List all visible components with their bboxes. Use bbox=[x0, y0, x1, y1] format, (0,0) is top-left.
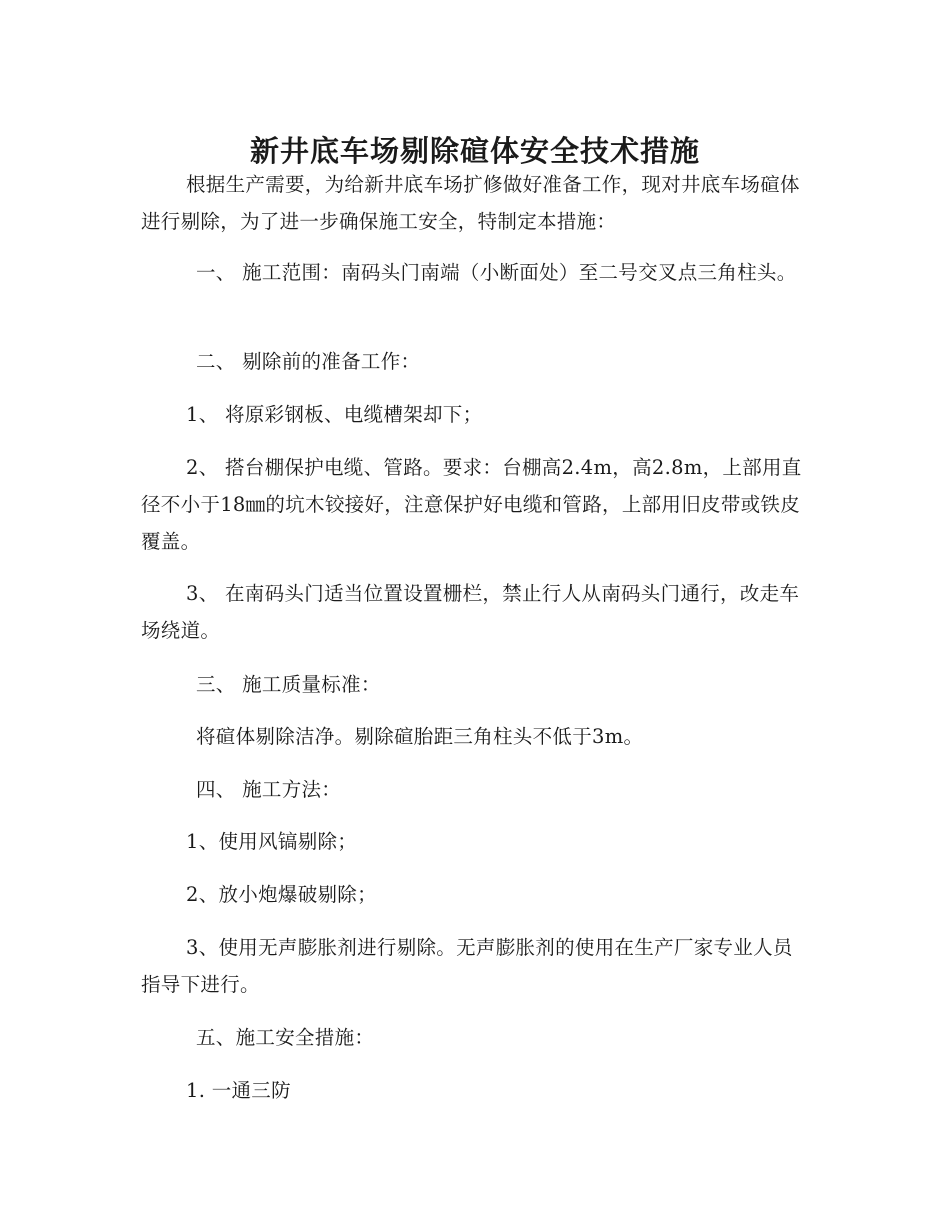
section-5-item-1: 1. 一通三防 bbox=[186, 1079, 291, 1102]
section-3-heading: 三、 施工质量标准： bbox=[196, 673, 381, 696]
section-4-item-1: 1、使用风镐剔除； bbox=[186, 830, 358, 853]
section-4-item-3: 3、使用无声膨胀剂进行剔除。无声膨胀剂的使用在生产厂家专业人员指导下进行。 bbox=[141, 936, 793, 996]
document-title: 新井底车场剔除碹体安全技术措施 bbox=[249, 134, 700, 169]
section-2-heading: 二、 剔除前的准备工作： bbox=[196, 350, 421, 373]
section-4-item-2: 2、放小炮爆破剔除； bbox=[186, 883, 377, 906]
section-2-item-2: 2、 搭台棚保护电缆、管路。要求：台棚高2.4m，高2.8m，上部用直径不小于18㎜的坑木铰接好，注意保护好电缆和管路，上部用旧皮带或铁皮覆盖。 bbox=[141, 456, 802, 553]
intro-paragraph: 根据生产需要，为给新井底车场扩修做好准备工作，现对井底车场碹体进行剔除，为了进一步确保施工安全，特制定本措施： bbox=[141, 173, 800, 233]
section-4-heading: 四、 施工方法： bbox=[196, 778, 342, 801]
section-1-scope: 一、 施工范围：南码头门南端（小断面处）至二号交叉点三角柱头。 bbox=[196, 261, 797, 284]
section-5-heading: 五、施工安全措施： bbox=[196, 1026, 375, 1049]
section-3-text: 将碹体剔除洁净。剔除碹胎距三角柱头不低于3m。 bbox=[196, 725, 644, 748]
section-2-item-1: 1、 将原彩钢板、电缆槽架却下； bbox=[186, 403, 483, 426]
section-2-item-3: 3、 在南码头门适当位置设置栅栏，禁止行人从南码头门通行，改走车场绕道。 bbox=[141, 582, 800, 642]
